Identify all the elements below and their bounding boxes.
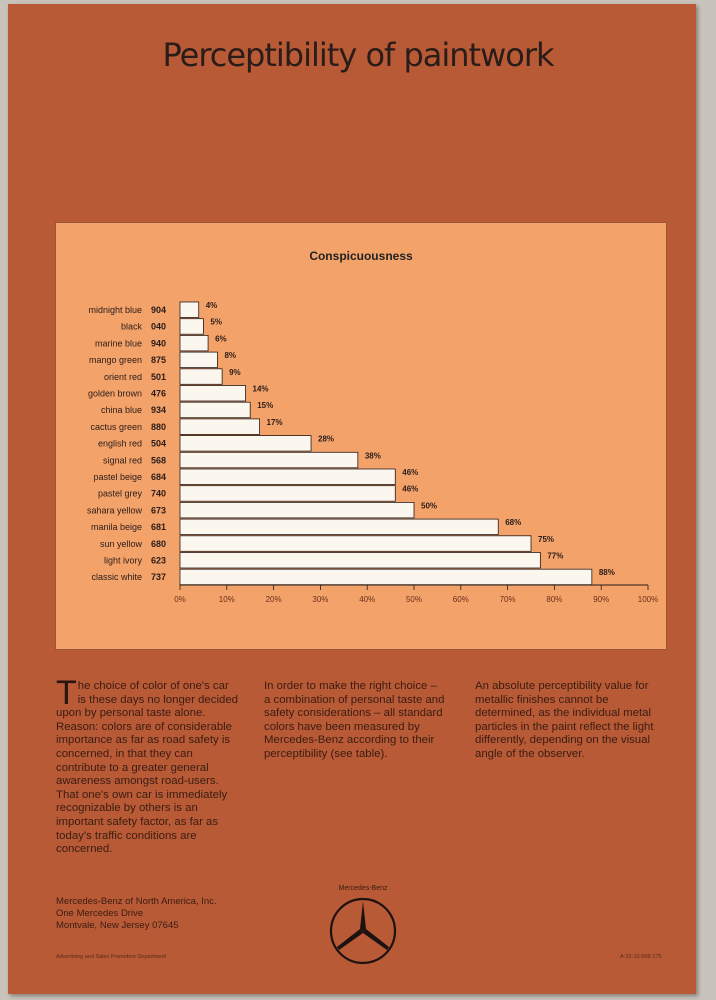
color-code-label: 680 (151, 538, 167, 549)
value-label: 8% (224, 351, 237, 361)
value-label: 17% (266, 417, 283, 427)
x-tick-label: 80% (546, 595, 563, 604)
value-label: 68% (505, 518, 522, 528)
category-label: china blue (100, 405, 142, 416)
bar (180, 519, 498, 535)
color-code-label: 040 (151, 321, 167, 332)
value-label: 77% (547, 551, 564, 561)
bar (180, 436, 311, 452)
category-label: midnight blue (88, 305, 142, 315)
category-label: cactus green (90, 421, 142, 432)
value-label: 6% (215, 334, 227, 344)
value-label: 46% (402, 468, 419, 477)
category-label: mango green (88, 355, 142, 366)
color-code-label: 568 (151, 455, 167, 466)
value-label: 4% (205, 301, 218, 310)
bar (180, 469, 395, 485)
value-label: 28% (318, 434, 335, 444)
drop-cap: T (56, 674, 77, 712)
value-label: 50% (421, 501, 438, 511)
bar (180, 369, 222, 385)
color-code-label: 623 (151, 555, 167, 566)
color-code-label: 681 (151, 522, 167, 533)
chart-title: Conspicuousness (309, 249, 413, 263)
method-column: In order to make the right choice – a combination of personal taste and safety considerations – all standard colors have been measured by Mercedes-Benz according to their perceptibility (see table). (264, 680, 445, 760)
x-tick-label: 20% (265, 595, 282, 604)
color-code-label: 501 (151, 371, 167, 382)
color-code-label: 673 (151, 505, 167, 516)
category-label: pastel beige (93, 472, 142, 482)
x-tick-label: 70% (499, 595, 516, 604)
bar (180, 452, 358, 468)
color-code-label: 904 (151, 305, 167, 315)
conspicuousness-chart (56, 223, 666, 649)
bar (180, 302, 199, 318)
footer-department: Advertising and Sales Promotion Department (56, 954, 167, 960)
color-code-label: 940 (151, 338, 167, 349)
bar (180, 419, 260, 435)
metallic-column: An absolute perceptibility value for metallic finishes cannot be determined, as the individual metal particles in the paint reflect the light differently, depending on the visual angle of the observer. (475, 680, 654, 760)
address-line: Mercedes-Benz of North America, Inc. (56, 896, 217, 907)
category-label: light ivory (103, 555, 142, 566)
color-code-label: 740 (151, 488, 167, 499)
bar (180, 553, 540, 569)
category-label: sahara yellow (86, 505, 142, 516)
category-label: signal red (102, 455, 142, 466)
bar (180, 486, 395, 502)
category-label: classic white (91, 572, 142, 583)
address-block (56, 896, 217, 932)
color-code-label: 504 (151, 438, 167, 449)
x-tick-label: 60% (452, 595, 469, 604)
color-code-label: 875 (151, 355, 167, 366)
value-label: 14% (252, 384, 269, 394)
x-tick-label: 40% (359, 595, 376, 604)
category-label: golden brown (87, 388, 142, 399)
color-code-label: 934 (151, 405, 167, 416)
bar (180, 402, 250, 418)
value-label: 9% (229, 367, 241, 377)
color-code-label: 737 (151, 572, 167, 583)
color-code-label: 684 (151, 472, 167, 482)
x-tick-label: 10% (218, 595, 235, 604)
color-code-label: 880 (151, 421, 167, 432)
category-label: marine blue (94, 338, 142, 349)
x-tick-label: 100% (637, 595, 659, 604)
value-label: 5% (210, 317, 222, 327)
x-tick-label: 0% (174, 595, 186, 604)
mercedes-star-logo (327, 895, 399, 967)
brand-name: Mercedes-Benz (338, 885, 388, 892)
bar (180, 386, 246, 402)
value-label: 88% (598, 568, 615, 578)
bar (180, 502, 414, 518)
bar (180, 335, 208, 351)
bar (180, 536, 531, 552)
bar (180, 319, 203, 335)
page-title: Perceptibility of paintwork (162, 36, 554, 74)
value-label: 75% (538, 534, 555, 544)
x-tick-label: 50% (405, 595, 423, 604)
footer-code: A-32-10-008-175 (620, 954, 662, 960)
x-tick-label: 90% (593, 595, 610, 604)
category-label: manila beige (90, 522, 142, 533)
bar (180, 569, 592, 585)
color-code-label: 476 (151, 388, 167, 399)
address-line: Montvale, New Jersey 07645 (56, 920, 179, 931)
chart-panel (55, 222, 667, 650)
category-label: sun yellow (99, 538, 142, 549)
x-tick-label: 30% (312, 595, 329, 604)
intro-column (56, 674, 238, 857)
category-label: english red (97, 438, 142, 449)
category-label: orient red (103, 371, 142, 382)
address-line: One Mercedes Drive (56, 908, 144, 919)
value-label: 15% (257, 401, 274, 411)
category-label: pastel grey (97, 488, 142, 499)
value-label: 38% (364, 451, 381, 461)
category-label: black (120, 321, 142, 332)
intro-text: he choice of color of one's car is these days no longer decided upon by personal taste alone. Reason: colors are of considerable importance as far as road safety is concerned, in that they can contribute to a greater general awareness amongst road-users. That one's own car is immediately recognizable by others is an important safety factor, as far as today's traffic conditions are concerned. (56, 680, 238, 856)
value-label: 46% (402, 484, 419, 494)
bar (180, 352, 217, 368)
